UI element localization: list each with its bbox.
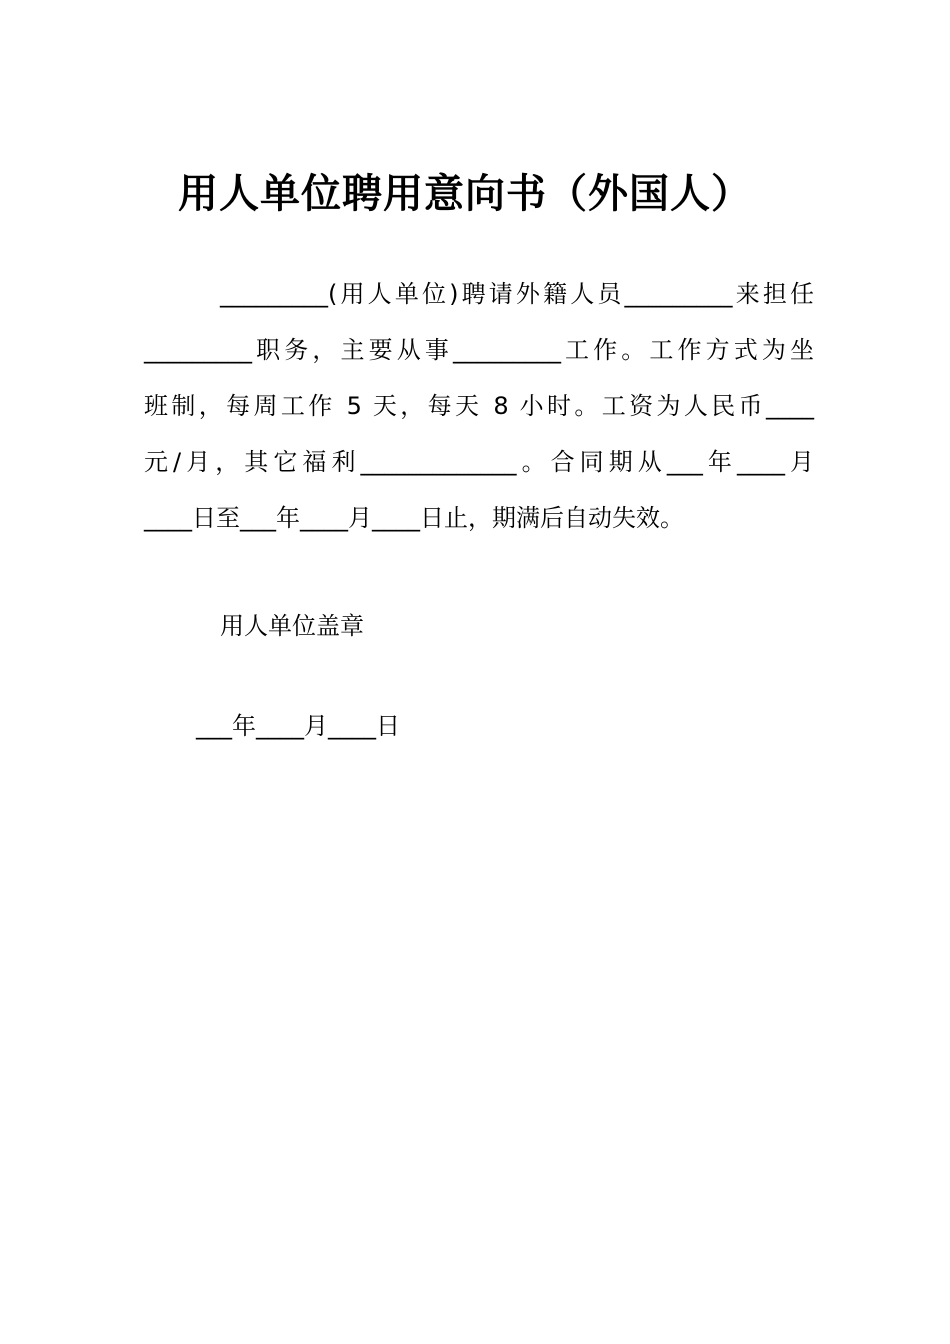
company-seal-label: 用人单位盖章 <box>220 612 364 640</box>
document-title: 用人单位聘用意向书（外国人） <box>178 170 752 217</box>
paragraph-line-1: _________(用人单位)聘请外籍人员_________来担任 <box>220 280 814 308</box>
paragraph-line-5: ____日至___年____月____日止，期满后自动失效。 <box>144 504 684 532</box>
signature-date-line: ___年____月____日 <box>196 712 400 740</box>
paragraph-line-3: 班制，每周工作 5 天，每天 8 小时。工资为人民币____ <box>144 392 814 420</box>
paragraph-line-2: _________职务，主要从事_________工作。工作方式为坐 <box>144 336 814 364</box>
paragraph-line-4: 元/月，其它福利_____________。合同期从___年____月 <box>144 448 814 476</box>
